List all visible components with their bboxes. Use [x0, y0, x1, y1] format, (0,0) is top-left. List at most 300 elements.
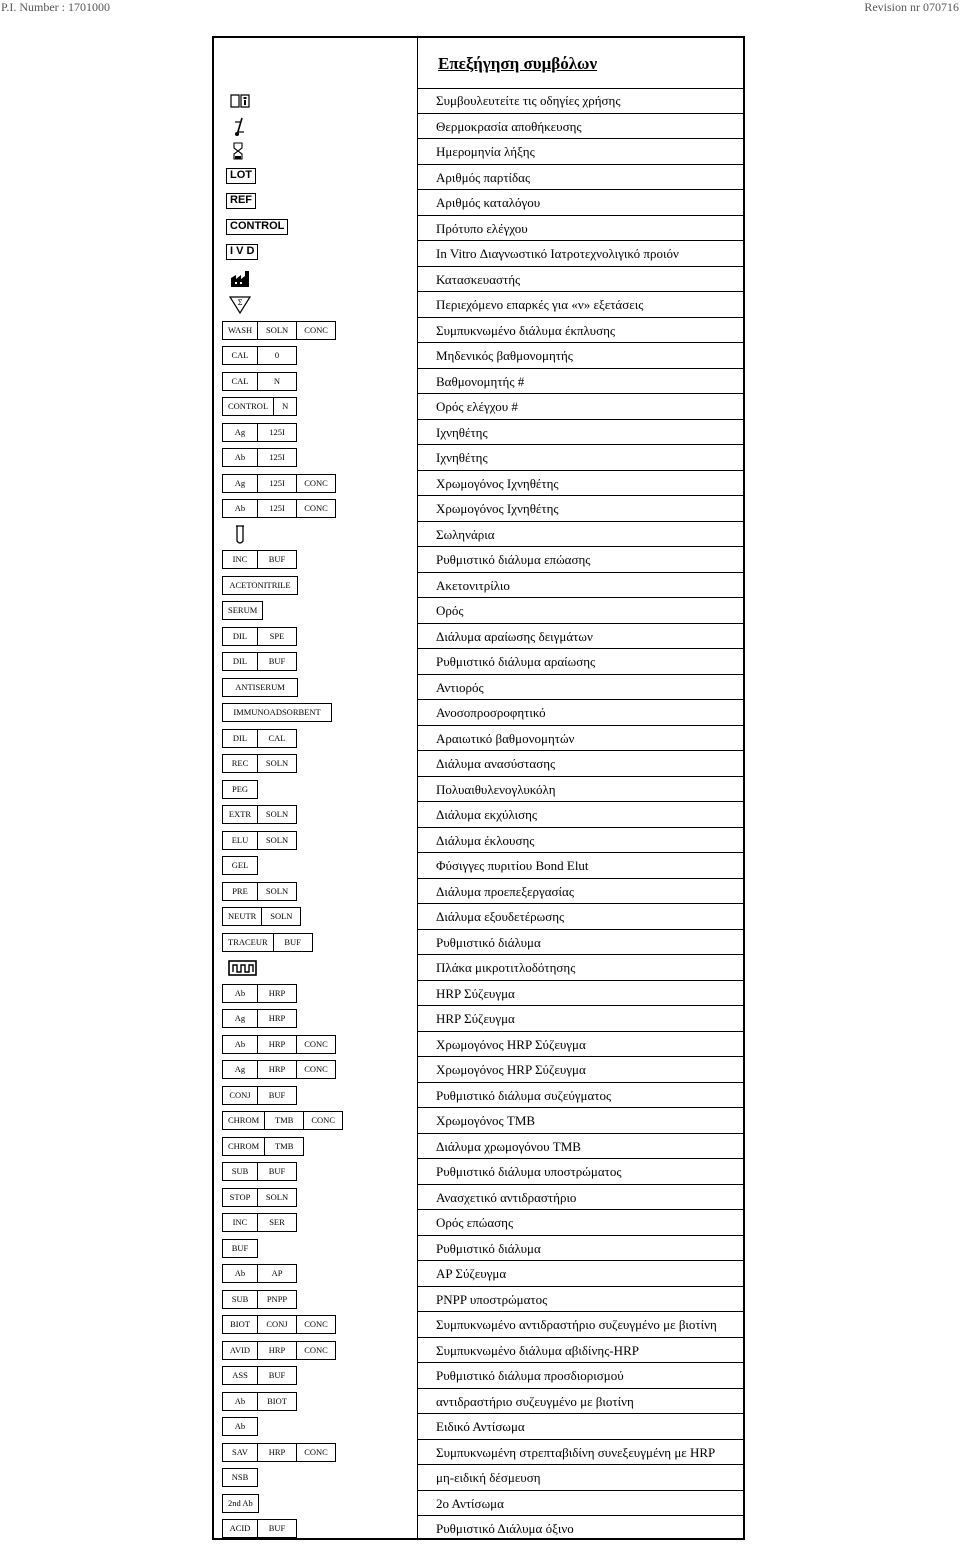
description-cell: [418, 1159, 743, 1185]
description-cell: [418, 496, 743, 522]
description-cell: [418, 1516, 743, 1542]
table-row: [214, 1338, 743, 1364]
description-text: Συμπυκνωμένο διάλυμα έκπλυσης: [436, 322, 616, 338]
description-cell: [418, 190, 743, 216]
description-cell: [418, 1057, 743, 1083]
description-text: Πρότυπο ελέγχου: [436, 220, 528, 236]
description-text: Ορός: [436, 603, 464, 618]
symbol-boxes: [222, 652, 297, 671]
symbol-boxes: [222, 1009, 297, 1028]
symbol-box: ASS: [222, 1366, 258, 1385]
symbol-box: IMMUNOADSORBENT: [222, 703, 332, 722]
description-text: Διάλυμα εκχύλισης: [436, 807, 538, 822]
symbol-boxes: [222, 1290, 297, 1309]
revision-number: Revision nr 070716: [864, 0, 959, 14]
description-cell: [418, 1414, 743, 1440]
table-row: [214, 700, 743, 726]
symbol-boxes: [222, 1060, 336, 1079]
description-text: Χρωμογόνος Ιχνηθέτης: [436, 501, 559, 516]
description-cell: [418, 241, 743, 267]
description-cell: [418, 1312, 743, 1338]
table-row: [214, 1236, 743, 1262]
symbol-box: GEL: [222, 856, 258, 875]
description-cell: [418, 114, 743, 140]
symbol-box: REC: [222, 754, 258, 773]
symbol-boxes: [222, 1443, 336, 1462]
table-row: [214, 879, 743, 905]
symbol-box: ELU: [222, 831, 258, 850]
description-cell: [418, 904, 743, 930]
description-cell: [418, 1465, 743, 1491]
symbol-box: HRP: [257, 984, 297, 1003]
table-row: [214, 1516, 743, 1542]
symbol-box: TRACEUR: [222, 933, 274, 952]
symbol-box: 125I: [257, 448, 297, 467]
symbol-box: SOLN: [257, 754, 297, 773]
description-cell: [418, 828, 743, 854]
table-row: [214, 1261, 743, 1287]
description-text: Πλάκα μικροτιτλοδότησης: [436, 960, 576, 975]
symbol-box: CHROM: [222, 1111, 265, 1130]
description-cell: [418, 624, 743, 650]
description-text: Πολυαιθυλενογλυκόλη: [436, 781, 556, 797]
symbol-box: INC: [222, 550, 258, 569]
table-row: [214, 573, 743, 599]
description-cell: [418, 675, 743, 701]
table-row: [214, 165, 743, 191]
description-cell: [418, 165, 743, 191]
symbol-box: Ab: [222, 984, 258, 1003]
table-row: [214, 343, 743, 369]
symbol-boxes: [222, 805, 297, 824]
symbol-box: 125I: [257, 474, 297, 493]
table-row: [214, 1185, 743, 1211]
description-cell: [418, 853, 743, 879]
symbol-box: CONTROL: [222, 397, 274, 416]
description-text: 2ο Αντίσωμα: [436, 1495, 504, 1511]
symbol-box: TMB: [264, 1111, 304, 1130]
symbol-box: WASH: [222, 321, 258, 340]
symbol-boxes: [222, 474, 336, 493]
symbol-boxes: [222, 346, 297, 365]
symbol-box: 125I: [257, 499, 297, 518]
description-cell: [418, 139, 743, 165]
symbol-label: I V D: [226, 244, 258, 260]
description-text: Χρωμογόνος Ιχνηθέτης: [436, 475, 559, 491]
symbol-boxes: [222, 780, 258, 799]
symbol-boxes: [222, 1417, 258, 1436]
description-text: Ρυθμιστικό διάλυμα αραίωσης: [436, 654, 596, 669]
description-cell: [418, 1389, 743, 1415]
book-info-icon: [228, 90, 252, 111]
symbol-box: BIOT: [257, 1392, 297, 1411]
description-text: AP Σύζευγμα: [436, 1266, 507, 1281]
description-cell: [418, 318, 743, 344]
description-text: Ρυθμιστικό διάλυμα προσδιορισμού: [436, 1368, 624, 1383]
description-cell: [418, 343, 743, 369]
symbol-boxes: [222, 1111, 343, 1130]
svg-text:Σ: Σ: [237, 299, 243, 307]
description-cell: [418, 700, 743, 726]
hourglass-icon: [228, 141, 252, 162]
symbol-box: HRP: [257, 1443, 297, 1462]
table-title: Επεξήγηση συμβόλων: [438, 54, 598, 73]
description-text: Ρυθμιστικό διάλυμα: [436, 934, 541, 950]
symbol-box: HRP: [257, 1060, 297, 1079]
description-text: HRP Σύζευγμα: [436, 1011, 515, 1026]
description-text: In Vitro Διαγνωστικό Ιατροτεχνολιγικό προιόν: [436, 246, 679, 261]
symbol-box: BUF: [257, 1366, 297, 1385]
symbol-boxes: [222, 1341, 336, 1360]
description-cell: [418, 1108, 743, 1134]
table-row: [214, 1032, 743, 1058]
table-rows: [214, 88, 743, 1538]
symbol-label: CONTROL: [226, 219, 288, 235]
symbol-boxes: [222, 627, 297, 646]
table-row: [214, 981, 743, 1007]
description-text: Ορός ελέγχου #: [436, 399, 518, 414]
description-text: Συμπυκνωμένο διάλυμα αβιδίνης-HRP: [436, 1342, 639, 1358]
description-text: Συμβουλευτείτε τις οδηγίες χρήσης: [436, 93, 621, 108]
description-text: Αντιορός: [436, 679, 484, 695]
description-cell: [418, 777, 743, 803]
symbol-boxes: [222, 729, 297, 748]
description-cell: [418, 1440, 743, 1466]
description-text: Ρυθμιστικό διάλυμα υποστρώματος: [436, 1164, 622, 1179]
symbol-boxes: [222, 423, 297, 442]
description-text: Χρωμογόνος HRP Σύζευγμα: [436, 1036, 586, 1052]
symbol-box: PRE: [222, 882, 258, 901]
symbol-box: N: [257, 372, 297, 391]
symbol-box: CONC: [296, 499, 336, 518]
description-cell: [418, 1210, 743, 1236]
symbol-box: NSB: [222, 1468, 258, 1487]
pi-number: P.I. Number : 1701000: [1, 0, 110, 14]
sigma-triangle-icon: [228, 294, 252, 315]
symbol-box: Ab: [222, 1392, 258, 1411]
table-row: [214, 522, 743, 548]
description-cell: [418, 445, 743, 471]
symbol-box: INC: [222, 1213, 258, 1232]
table-row: [214, 1108, 743, 1134]
description-cell: [418, 1338, 743, 1364]
symbol-box: CONC: [296, 1035, 336, 1054]
description-text: αντιδραστήριο συζευγμένο με βιοτίνη: [436, 1393, 634, 1409]
description-text: Αριθμός παρτίδας: [436, 169, 531, 185]
symbol-boxes: [222, 1519, 297, 1538]
symbol-box: CONC: [296, 1443, 336, 1462]
symbol-boxes: [222, 448, 297, 467]
microplate-icon: [228, 957, 252, 978]
table-row: [214, 1312, 743, 1338]
description-cell: [418, 1363, 743, 1389]
description-text: Ειδικό Αντίσωμα: [436, 1419, 525, 1434]
table-row: [214, 853, 743, 879]
symbol-boxes: [222, 754, 297, 773]
description-text: Διάλυμα έκλουσης: [436, 832, 535, 848]
symbol-box: CAL: [222, 372, 258, 391]
symbol-box: SOLN: [257, 321, 297, 340]
symbol-boxes: [222, 550, 297, 569]
symbol-boxes: [222, 831, 297, 850]
description-text: Χρωμογόνος TMB: [436, 1113, 536, 1128]
description-text: Χρωμογόνος HRP Σύζευγμα: [436, 1062, 586, 1077]
symbol-box: DIL: [222, 627, 258, 646]
symbol-box: AVID: [222, 1341, 258, 1360]
description-cell: [418, 726, 743, 752]
page-header: [0, 0, 960, 14]
description-cell: [418, 1185, 743, 1211]
description-text: Ανοσοπροσροφητικό: [436, 705, 546, 720]
description-cell: [418, 573, 743, 599]
symbol-box: PEG: [222, 780, 258, 799]
description-cell: [418, 649, 743, 675]
symbol-boxes: [222, 1086, 297, 1105]
description-text: PNPP υποστρώματος: [436, 1291, 548, 1307]
description-cell: [418, 879, 743, 905]
symbol-boxes: [222, 703, 332, 722]
symbol-boxes: [222, 321, 336, 340]
description-cell: [418, 471, 743, 497]
symbol-box: SUB: [222, 1162, 258, 1181]
description-text: Διάλυμα προεπεξεργασίας: [436, 883, 574, 899]
description-text: Βαθμονομητής #: [436, 373, 525, 389]
symbol-boxes: [222, 1239, 258, 1258]
table-row: [214, 420, 743, 446]
symbol-boxes: [222, 1366, 297, 1385]
symbol-box: Ab: [222, 448, 258, 467]
description-text: Ιχνηθέτης: [436, 450, 488, 465]
description-cell: [418, 751, 743, 777]
description-text: Ακετονιτρίλιο: [436, 577, 510, 593]
symbol-box: Ag: [222, 423, 258, 442]
description-text: Ρυθμιστικό διάλυμα: [436, 1240, 541, 1256]
description-cell: [418, 369, 743, 395]
symbol-box: BUF: [257, 1086, 297, 1105]
symbol-box: CONC: [296, 1341, 336, 1360]
description-cell: [418, 930, 743, 956]
table-row: [214, 547, 743, 573]
symbol-box: CONC: [296, 1315, 336, 1334]
symbol-box: Ab: [222, 1264, 258, 1283]
table-row: [214, 904, 743, 930]
symbol-box: SER: [257, 1213, 297, 1232]
description-cell: [418, 547, 743, 573]
table-row: [214, 726, 743, 752]
symbol-box: CONC: [303, 1111, 343, 1130]
symbol-boxes: [222, 1468, 258, 1487]
symbol-boxes: [222, 601, 263, 620]
description-text: μη-ειδική δέσμευση: [436, 1470, 541, 1485]
table-row: [214, 1287, 743, 1313]
symbol-box: BIOT: [222, 1315, 258, 1334]
symbol-boxes: [222, 678, 298, 697]
table-row: [214, 394, 743, 420]
table-row: [214, 88, 743, 114]
symbol-box: CONJ: [222, 1086, 258, 1105]
description-cell: [418, 1287, 743, 1313]
table-row: [214, 1414, 743, 1440]
description-text: Περιεχόμενο επαρκές για «ν» εξετάσεις: [436, 297, 644, 312]
description-text: Σωληνάρια: [436, 526, 495, 542]
symbol-boxes: [222, 984, 297, 1003]
symbol-box: PNPP: [257, 1290, 297, 1309]
table-row: [214, 190, 743, 216]
description-text: Ρυθμιστικό διάλυμα επώασης: [436, 552, 591, 567]
table-row: [214, 930, 743, 956]
description-text: Φύσιγγες πυριτίου Bond Elut: [436, 858, 589, 873]
symbol-box: HRP: [257, 1009, 297, 1028]
symbols-table: [212, 36, 745, 1540]
table-row: [214, 1389, 743, 1415]
symbol-box: SOLN: [257, 1188, 297, 1207]
symbol-boxes: [222, 1392, 297, 1411]
description-text: Αραιωτικό βαθμονομητών: [436, 730, 575, 746]
table-row: [214, 828, 743, 854]
symbol-boxes: [222, 856, 258, 875]
description-text: Διάλυμα εξουδετέρωσης: [436, 909, 565, 924]
description-cell: [418, 1491, 743, 1517]
symbol-box: DIL: [222, 652, 258, 671]
description-text: Συμπυκνωμένο αντιδραστήριο συζευγμένο με βιοτίνη: [436, 1317, 717, 1332]
symbol-box: NEUTR: [222, 907, 262, 926]
table-row: [214, 216, 743, 242]
table-row: [214, 114, 743, 140]
symbol-box: BUF: [257, 1519, 297, 1538]
symbol-box: SOLN: [257, 882, 297, 901]
description-text: Διάλυμα ανασύστασης: [436, 756, 556, 771]
symbol-box: CONJ: [257, 1315, 297, 1334]
table-row: [214, 139, 743, 165]
symbol-box: SOLN: [261, 907, 301, 926]
description-text: Θερμοκρασία αποθήκευσης: [436, 118, 582, 134]
symbol-box: SPE: [257, 627, 297, 646]
symbol-box: AP: [257, 1264, 297, 1283]
symbol-box: EXTR: [222, 805, 258, 824]
symbol-box: STOP: [222, 1188, 258, 1207]
table-row: [214, 1465, 743, 1491]
symbol-box: 125I: [257, 423, 297, 442]
symbol-box: SOLN: [257, 805, 297, 824]
symbol-box: CHROM: [222, 1137, 265, 1156]
symbol-boxes: [222, 1137, 304, 1156]
symbol-box: ACETONITRILE: [222, 576, 298, 595]
description-cell: [418, 216, 743, 242]
symbol-boxes: [222, 397, 297, 416]
symbol-boxes: [222, 1035, 336, 1054]
description-text: Διάλυμα αραίωσης δειγμάτων: [436, 628, 593, 644]
table-row: [214, 369, 743, 395]
symbol-box: SUB: [222, 1290, 258, 1309]
symbol-boxes: [222, 1162, 297, 1181]
table-row: [214, 598, 743, 624]
symbol-box: CONC: [296, 1060, 336, 1079]
description-text: HRP Σύζευγμα: [436, 985, 515, 1001]
symbol-box: BUF: [257, 652, 297, 671]
symbol-box: N: [273, 397, 297, 416]
table-row: [214, 1491, 743, 1517]
symbol-box: SAV: [222, 1443, 258, 1462]
description-cell: [418, 1083, 743, 1109]
symbol-boxes: [222, 882, 297, 901]
description-text: Ορός επώασης: [436, 1215, 514, 1230]
symbol-label: REF: [226, 193, 256, 209]
description-text: Ιχνηθέτης: [436, 424, 488, 440]
table-row: [214, 1006, 743, 1032]
symbol-box: Ag: [222, 474, 258, 493]
symbol-box: HRP: [257, 1341, 297, 1360]
description-text: Ανασχετικό αντιδραστήριο: [436, 1189, 577, 1205]
symbol-boxes: [222, 1315, 336, 1334]
symbol-box: CAL: [257, 729, 297, 748]
table-row: [214, 1159, 743, 1185]
factory-icon: [228, 269, 252, 290]
table-row: [214, 777, 743, 803]
table-row: [214, 445, 743, 471]
table-row: [214, 318, 743, 344]
symbol-box: HRP: [257, 1035, 297, 1054]
symbol-boxes: [222, 499, 336, 518]
symbol-box: Ab: [222, 1035, 258, 1054]
symbol-box: Ab: [222, 499, 258, 518]
symbol-box: Ag: [222, 1060, 258, 1079]
symbol-boxes: [222, 1188, 297, 1207]
symbol-box: BUF: [273, 933, 313, 952]
symbol-box: 2nd Ab: [222, 1494, 259, 1513]
table-row: [214, 1440, 743, 1466]
table-row: [214, 496, 743, 522]
description-cell: [418, 1032, 743, 1058]
description-text: Ημερομηνία λήξης: [436, 144, 535, 159]
table-row: [214, 649, 743, 675]
test-tube-icon: [228, 524, 252, 545]
description-cell: [418, 1261, 743, 1287]
symbol-boxes: [222, 1494, 259, 1513]
table-row: [214, 751, 743, 777]
symbol-boxes: [222, 1213, 297, 1232]
description-cell: [418, 292, 743, 318]
description-cell: [418, 1236, 743, 1262]
description-text: Αριθμός καταλόγου: [436, 195, 541, 210]
description-cell: [418, 1134, 743, 1160]
symbol-box: ACID: [222, 1519, 258, 1538]
description-cell: [418, 267, 743, 293]
description-cell: [418, 598, 743, 624]
description-cell: [418, 394, 743, 420]
symbol-label: LOT: [226, 168, 256, 184]
symbol-box: TMB: [264, 1137, 304, 1156]
description-cell: [418, 1006, 743, 1032]
symbol-box: BUF: [257, 1162, 297, 1181]
symbol-boxes: [222, 372, 297, 391]
symbol-box: SERUM: [222, 601, 263, 620]
table-row: [214, 471, 743, 497]
description-cell: [418, 522, 743, 548]
symbol-boxes: [222, 1264, 297, 1283]
symbol-boxes: [222, 933, 313, 952]
description-text: Συμπυκνωμένη στρεπταβιδίνη συνεξευγμένη με HRP: [436, 1444, 716, 1460]
description-text: Κατασκευαστής: [436, 271, 521, 287]
table-row: [214, 802, 743, 828]
symbol-boxes: [222, 907, 301, 926]
symbol-box: Ag: [222, 1009, 258, 1028]
symbol-box: BUF: [257, 550, 297, 569]
description-text: Ρυθμιστικό διάλυμα συζεύγματος: [436, 1087, 612, 1103]
description-cell: [418, 981, 743, 1007]
table-row: [214, 241, 743, 267]
table-row: [214, 675, 743, 701]
symbol-box: ANTISERUM: [222, 678, 298, 697]
